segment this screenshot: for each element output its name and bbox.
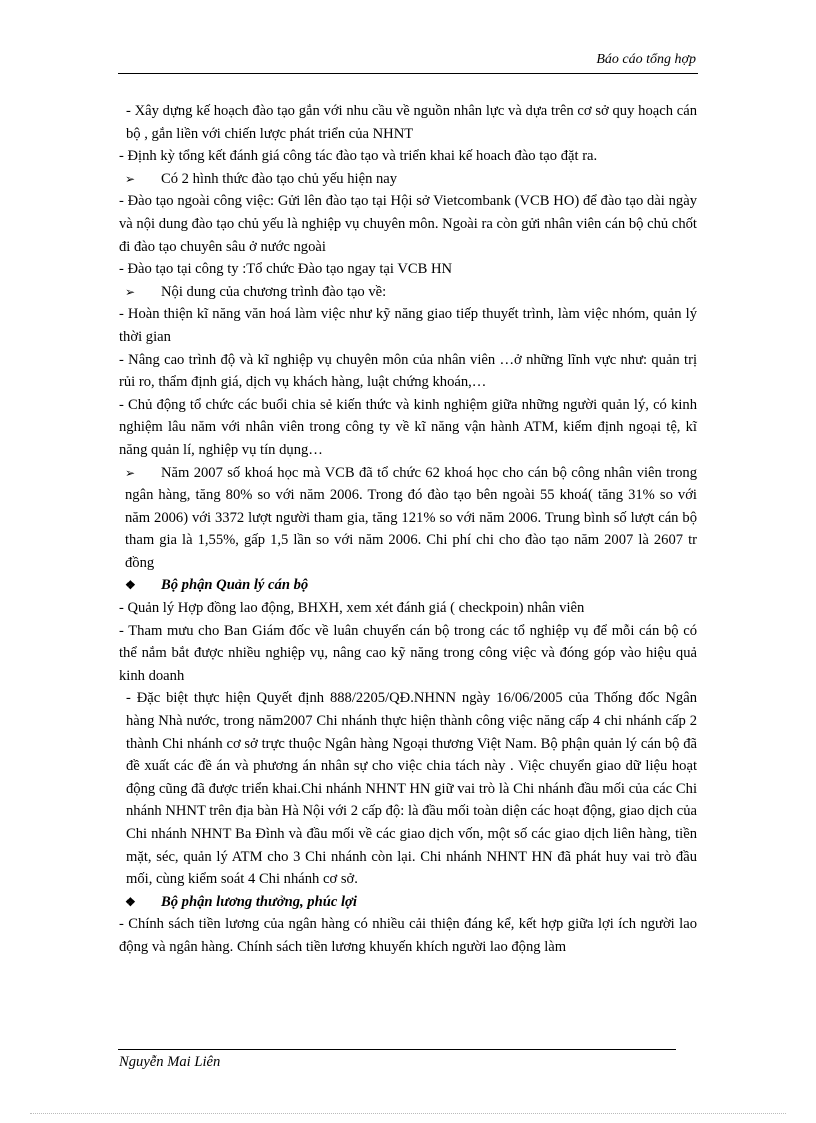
section-heading: ❖ Bộ phận lương thưởng, phúc lợi: [119, 891, 697, 914]
diamond-bullet-icon: ❖: [125, 578, 136, 593]
paragraph: - Đào tạo tại công ty :Tổ chức Đào tạo ngay tại VCB HN: [119, 261, 453, 278]
paragraph: - Chính sách tiền lương của ngân hàng có nhiều cải thiện đáng kể, kết hợp giữa lợi ích người lao động và ngân hàng. Chính sách tiền lương khuyến khích người lao động làm: [119, 916, 697, 955]
paragraph: - Định kỳ tổng kết đánh giá công tác đào tạo và triển khai kế hoach đào tạo đặt ra.: [119, 148, 598, 165]
paragraph: - Hoàn thiện kĩ năng văn hoá làm việc như kỹ năng giao tiếp thuyết trình, làm việc nhóm, quản lý thời gian: [119, 306, 697, 345]
diamond-bullet-icon: ❖: [125, 894, 136, 909]
arrow-bullet-icon: ➢: [125, 171, 136, 186]
bullet-item: ➢ Có 2 hình thức đào tạo chủ yếu hiện nay: [119, 168, 697, 191]
header-divider: [118, 73, 698, 74]
paragraph: - Tham mưu cho Ban Giám đốc về luân chuyển cán bộ trong các tổ nghiệp vụ để mỗi cán bộ có thể nắm bắt được nhiều nghiệp vụ, nâng cao kỹ năng trong công việc và đóng góp vào hiệu quả kinh doanh: [119, 622, 697, 684]
arrow-bullet-icon: ➢: [125, 465, 136, 480]
footer-divider: [118, 1049, 676, 1050]
paragraph: - Quản lý Hợp đồng lao động, BHXH, xem xét đánh giá ( checkpoin) nhân viên: [119, 600, 585, 617]
arrow-bullet-icon: ➢: [125, 284, 136, 299]
paragraph: - Đào tạo ngoài công việc: Gửi lên đào tạo tại Hội sở Vietcombank (VCB HO) để đào tạo dài ngày và nội dung đào tạo chủ yếu là nghiệp vụ chuyên môn. Ngoài ra còn gửi nhân viên cán bộ chủ chốt đi đào tạo chuyên sâu ở nước ngoài: [119, 193, 697, 255]
paragraph: - Đặc biệt thực hiện Quyết định 888/2205/QĐ.NHNN ngày 16/06/2005 của Thống đốc Ngân hàng Nhà nước, trong năm2007 Chi nhánh thực hiện thành công việc năng cấp 4 chi nhánh cấp 2 thành Chi nhánh cơ sở trực thuộc Ngân hàng Ngoại thương Việt Nam. Bộ phận quản lý cán bộ đã đề xuất các đề án và phương án nhân sự cho việc chia tách này . Việc chuyển giao dữ liệu hoạt động cũng đã được triển khai.Chi nhánh NHNT HN giữ vai trò là Chi nhánh đầu mối của các Chi nhánh NHNT trên địa bàn Hà Nội với 2 cấp độ: là đầu mối toàn diện các hoạt động, giao dịch của Chi nhánh NHNT Ba Đình và đầu mối về các giao dịch vốn, một số các giao dịch liên hàng, tiền mặt, séc, quản lý ATM cho 3 Chi nhánh còn lại. Chi nhánh NHNT HN đã phát huy vai trò đầu mối, cùng kiểm soát 4 Chi nhánh cơ sở.: [126, 690, 697, 888]
header-title: Báo cáo tổng hợp: [596, 52, 696, 67]
paragraph: - Chủ động tổ chức các buổi chia sẻ kiến thức và kinh nghiệm giữa những người quản lý, có kinh nghiệm lâu năm với nhân viên trong công ty về kĩ năng vận hành ATM, kiểm định ngoại tệ, kĩ năng quản lí, nghiệp vụ tín dụng…: [119, 396, 697, 458]
paragraph: - Nâng cao trình độ và kĩ nghiệp vụ chuyên môn của nhân viên …ở những lĩnh vực như: quản trị rủi ro, thẩm định giá, dịch vụ khách hàng, luật chứng khoán,…: [119, 351, 697, 391]
document-body: [119, 100, 697, 959]
section-heading: ❖ Bộ phận Quản lý cán bộ: [119, 574, 697, 597]
bullet-item: ➢ Nội dung của chương trình đào tạo về:: [119, 281, 697, 304]
page-bottom-border: [30, 1113, 786, 1114]
paragraph: - Xây dựng kế hoạch đào tạo gắn với nhu cầu về nguồn nhân lực và dựa trên cơ sở quy hoạch cán bộ , gắn liền với chiến lược phát triển của NHNT: [126, 103, 697, 142]
footer-author: Nguyễn Mai Liên: [119, 1054, 221, 1070]
bullet-item: ➢ Năm 2007 số khoá học mà VCB đã tổ chức 62 khoá học cho cán bộ công nhân viên trong ngân hàng, tăng 80% so với năm 2006. Trong đó đào tạo bên ngoài 55 khoá( tăng 31% so với năm 2006) với 3372 lượt người tham gia, tăng 121% so với năm 2006. Trung bình số lượt cán bộ tham gia là 1,55%, gấp 1,5 lần so với năm 2006. Chi phí chi cho đào tạo năm 2007 là 2607 tr đồng: [119, 462, 697, 575]
